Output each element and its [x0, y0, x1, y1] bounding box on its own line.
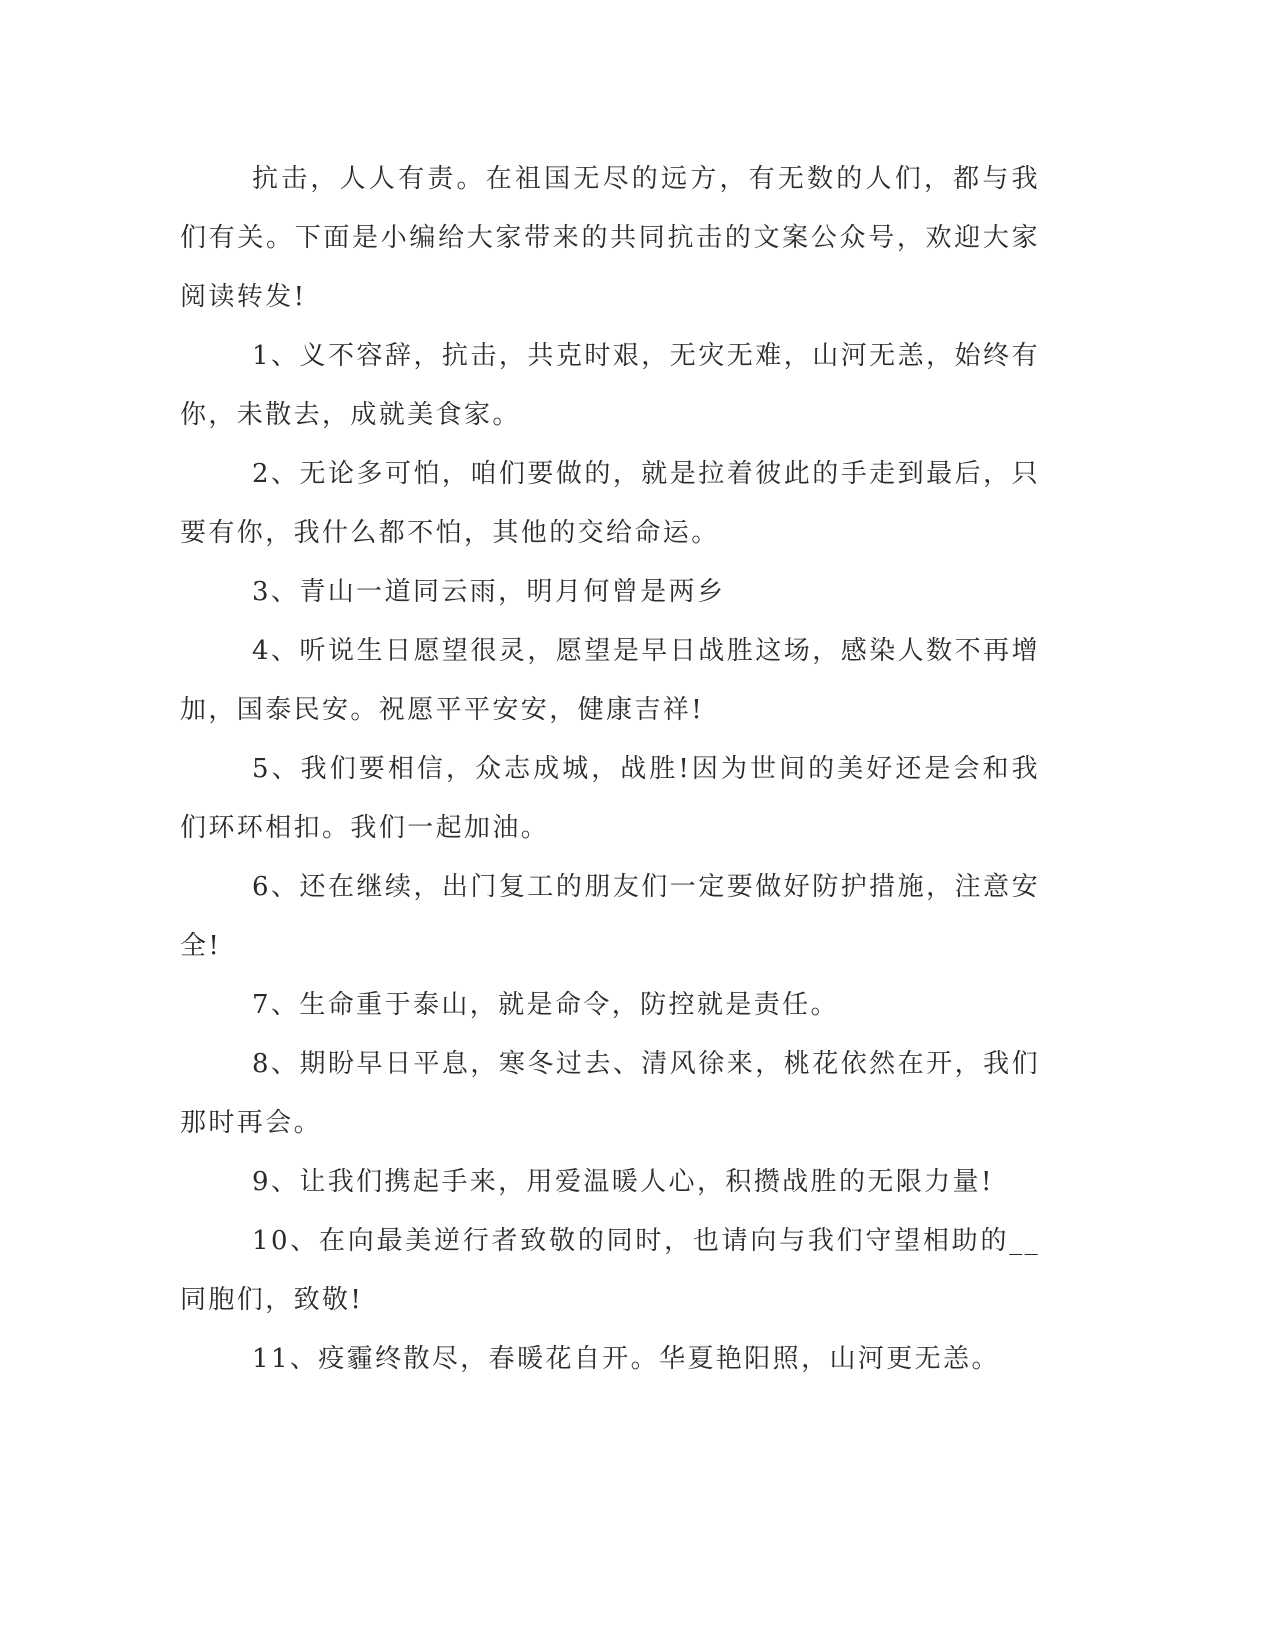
list-item-9: 9、让我们携起手来，用爱温暖人心，积攒战胜的无限力量! — [252, 1167, 994, 1197]
list-item-5: 5、我们要相信，众志成城，战胜!因为世间的美好还是会和我们环环相扣。我们一起加油。 — [180, 754, 1040, 843]
list-item-3: 3、青山一道同云雨，明月何曾是两乡 — [252, 577, 726, 607]
list-item-6: 6、还在继续，出门复工的朋友们一定要做好防护措施，注意安全! — [180, 872, 1040, 961]
list-item-11: 11、疫霾终散尽，春暖花自开。华夏艳阳照，山河更无恙。 — [252, 1344, 1000, 1374]
list-item-2: 2、无论多可怕，咱们要做的，就是拉着彼此的手走到最后，只要有你，我什么都不怕，其他的交给命运。 — [180, 459, 1040, 548]
document-body — [180, 150, 1040, 1389]
intro-paragraph: 抗击，人人有责。在祖国无尽的远方，有无数的人们，都与我们有关。下面是小编给大家带来的共同抗击的文案公众号，欢迎大家阅读转发! — [180, 164, 1040, 312]
list-item-8: 8、期盼早日平息，寒冬过去、清风徐来，桃花依然在开，我们那时再会。 — [180, 1049, 1040, 1138]
list-item-4: 4、听说生日愿望很灵，愿望是早日战胜这场，感染人数不再增加，国泰民安。祝愿平平安安，健康吉祥! — [180, 636, 1040, 725]
list-item-1: 1、义不容辞，抗击，共克时艰，无灾无难，山河无恙，始终有你，未散去，成就美食家。 — [180, 341, 1040, 430]
list-item-7: 7、生命重于泰山，就是命令，防控就是责任。 — [252, 990, 839, 1020]
list-item-10: 10、在向最美逆行者致敬的同时，也请向与我们守望相助的__同胞们，致敬! — [180, 1226, 1040, 1315]
